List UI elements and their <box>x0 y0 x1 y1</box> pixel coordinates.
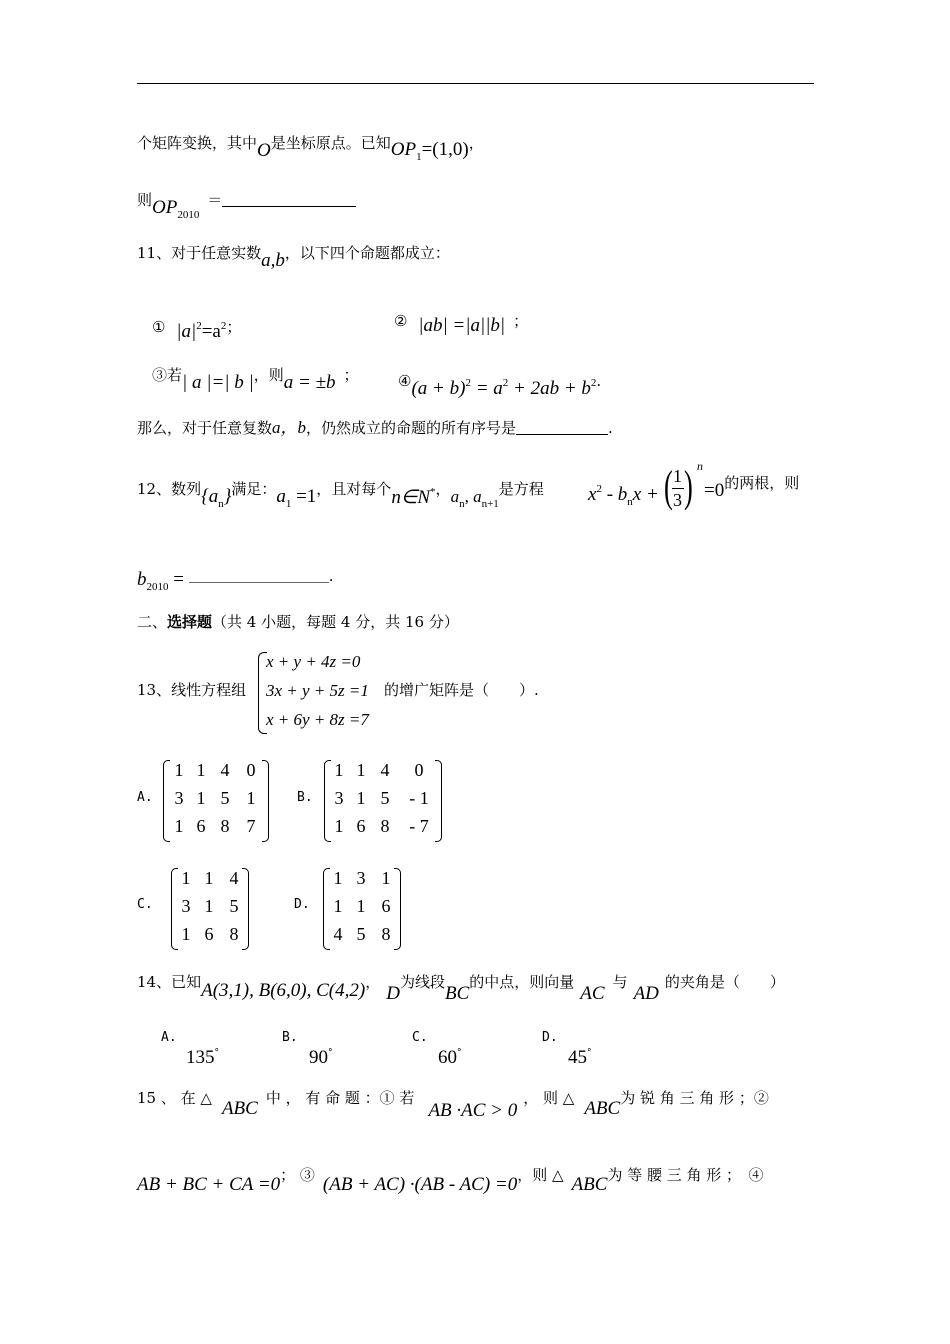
q13-eq-row-2: 3x + y + 5z =1 <box>266 681 369 700</box>
q14-option-c-value[interactable]: 60° <box>438 1047 462 1068</box>
p10-line2: 则$OP_{2010}=$ <box>137 190 356 217</box>
q12-equation: $x^2 - b_nx$ + <box>588 483 659 508</box>
q14-stem: 14、已知A(3,1), B(6,0), C(4,2)，D为线段BC的中点，则向量AC与AD的夹角是（ ） <box>137 973 785 1004</box>
q14-option-a-label[interactable]: A. <box>161 1030 177 1045</box>
answer-blank-10[interactable] <box>222 192 356 207</box>
header-rule <box>137 83 814 84</box>
matrix-b[interactable]: 1 1 4 0 3 1 5 - 1 1 6 8 - 7 <box>324 760 442 842</box>
q14-option-b-value[interactable]: 90° <box>309 1047 333 1068</box>
q14-option-d-value[interactable]: 45° <box>568 1047 592 1068</box>
matrix-d[interactable]: 1 3 1 1 1 6 4 5 8 <box>323 868 401 950</box>
q14-option-a-value[interactable]: 135° <box>186 1047 219 1068</box>
q15-line1: 15 、 在 △ ABC 中 ， 有 命 题 ：① 若AB ·AC > 0， 则 △ ABC为 锐 角 三 角 形 ；② <box>137 1089 769 1121</box>
fraction-one-third: ( 1 3 ) n <box>664 459 703 511</box>
section-2-heading: 二、选择题（共 4 小题，每题 4 分，共 16 分） <box>137 613 459 631</box>
q13-stem-end: 的增广矩阵是（ ）. <box>384 681 539 699</box>
option-c-label[interactable]: C. <box>137 897 153 912</box>
q13-stem: 13、线性方程组 <box>137 681 247 699</box>
option-a-label[interactable]: A. <box>137 790 153 805</box>
matrix-a[interactable]: 1 1 4 0 3 1 5 1 1 6 8 7 <box>163 760 269 842</box>
q14-option-b-label[interactable]: B. <box>282 1030 298 1045</box>
q12-stem-end: =0的两根，则 <box>704 474 800 501</box>
q12-answer: $b_{2010}$ = . <box>137 567 334 593</box>
q11-question: 那么，对于任意复数a，b，仍然成立的命题的所有序号是 . <box>137 418 613 437</box>
p10-line1: 个矩阵变换，其中O是坐标原点。已知$OP_1=(1,0)$， <box>137 134 484 163</box>
q11-stem: 11、对于任意实数a,b，以下四个命题都成立： <box>137 244 450 271</box>
q14-option-d-label[interactable]: D. <box>542 1030 558 1045</box>
q11-prop4: ④(a + $b)^2 = a^2 + 2ab + b^2$. <box>398 372 602 399</box>
q14-option-c-label[interactable]: C. <box>412 1030 428 1045</box>
q11-prop1: ① $|a|^2=a^2$； <box>152 318 242 342</box>
q12-stem: 12、数列$\{a_n\}$满足：$a_1 =1$，且对每个n∈N*，$a_n$, $a_{n+1}$是方程 <box>137 480 544 510</box>
option-d-label[interactable]: D. <box>294 897 310 912</box>
matrix-c[interactable]: 1 1 4 3 1 5 1 6 8 <box>171 868 249 950</box>
q13-eq-row-1: x + y + 4z =0 <box>266 652 361 671</box>
q13-eq-row-3: x + 6y + 8z =7 <box>266 710 369 729</box>
answer-blank-11[interactable] <box>516 420 608 435</box>
q15-line2: AB + BC + CA =0； ③ (AB + AC) ·(AB - AC) =0，则 △ ABC为 等 腰 三 角 形 ； ④ <box>137 1166 764 1195</box>
option-b-label[interactable]: B. <box>297 790 313 805</box>
q11-prop2: ② |ab| =|a||b| ； <box>394 312 529 336</box>
q11-prop3: ③若| a |=| b |，则a = ±b ； <box>152 366 359 393</box>
answer-blank-12[interactable] <box>189 574 329 583</box>
